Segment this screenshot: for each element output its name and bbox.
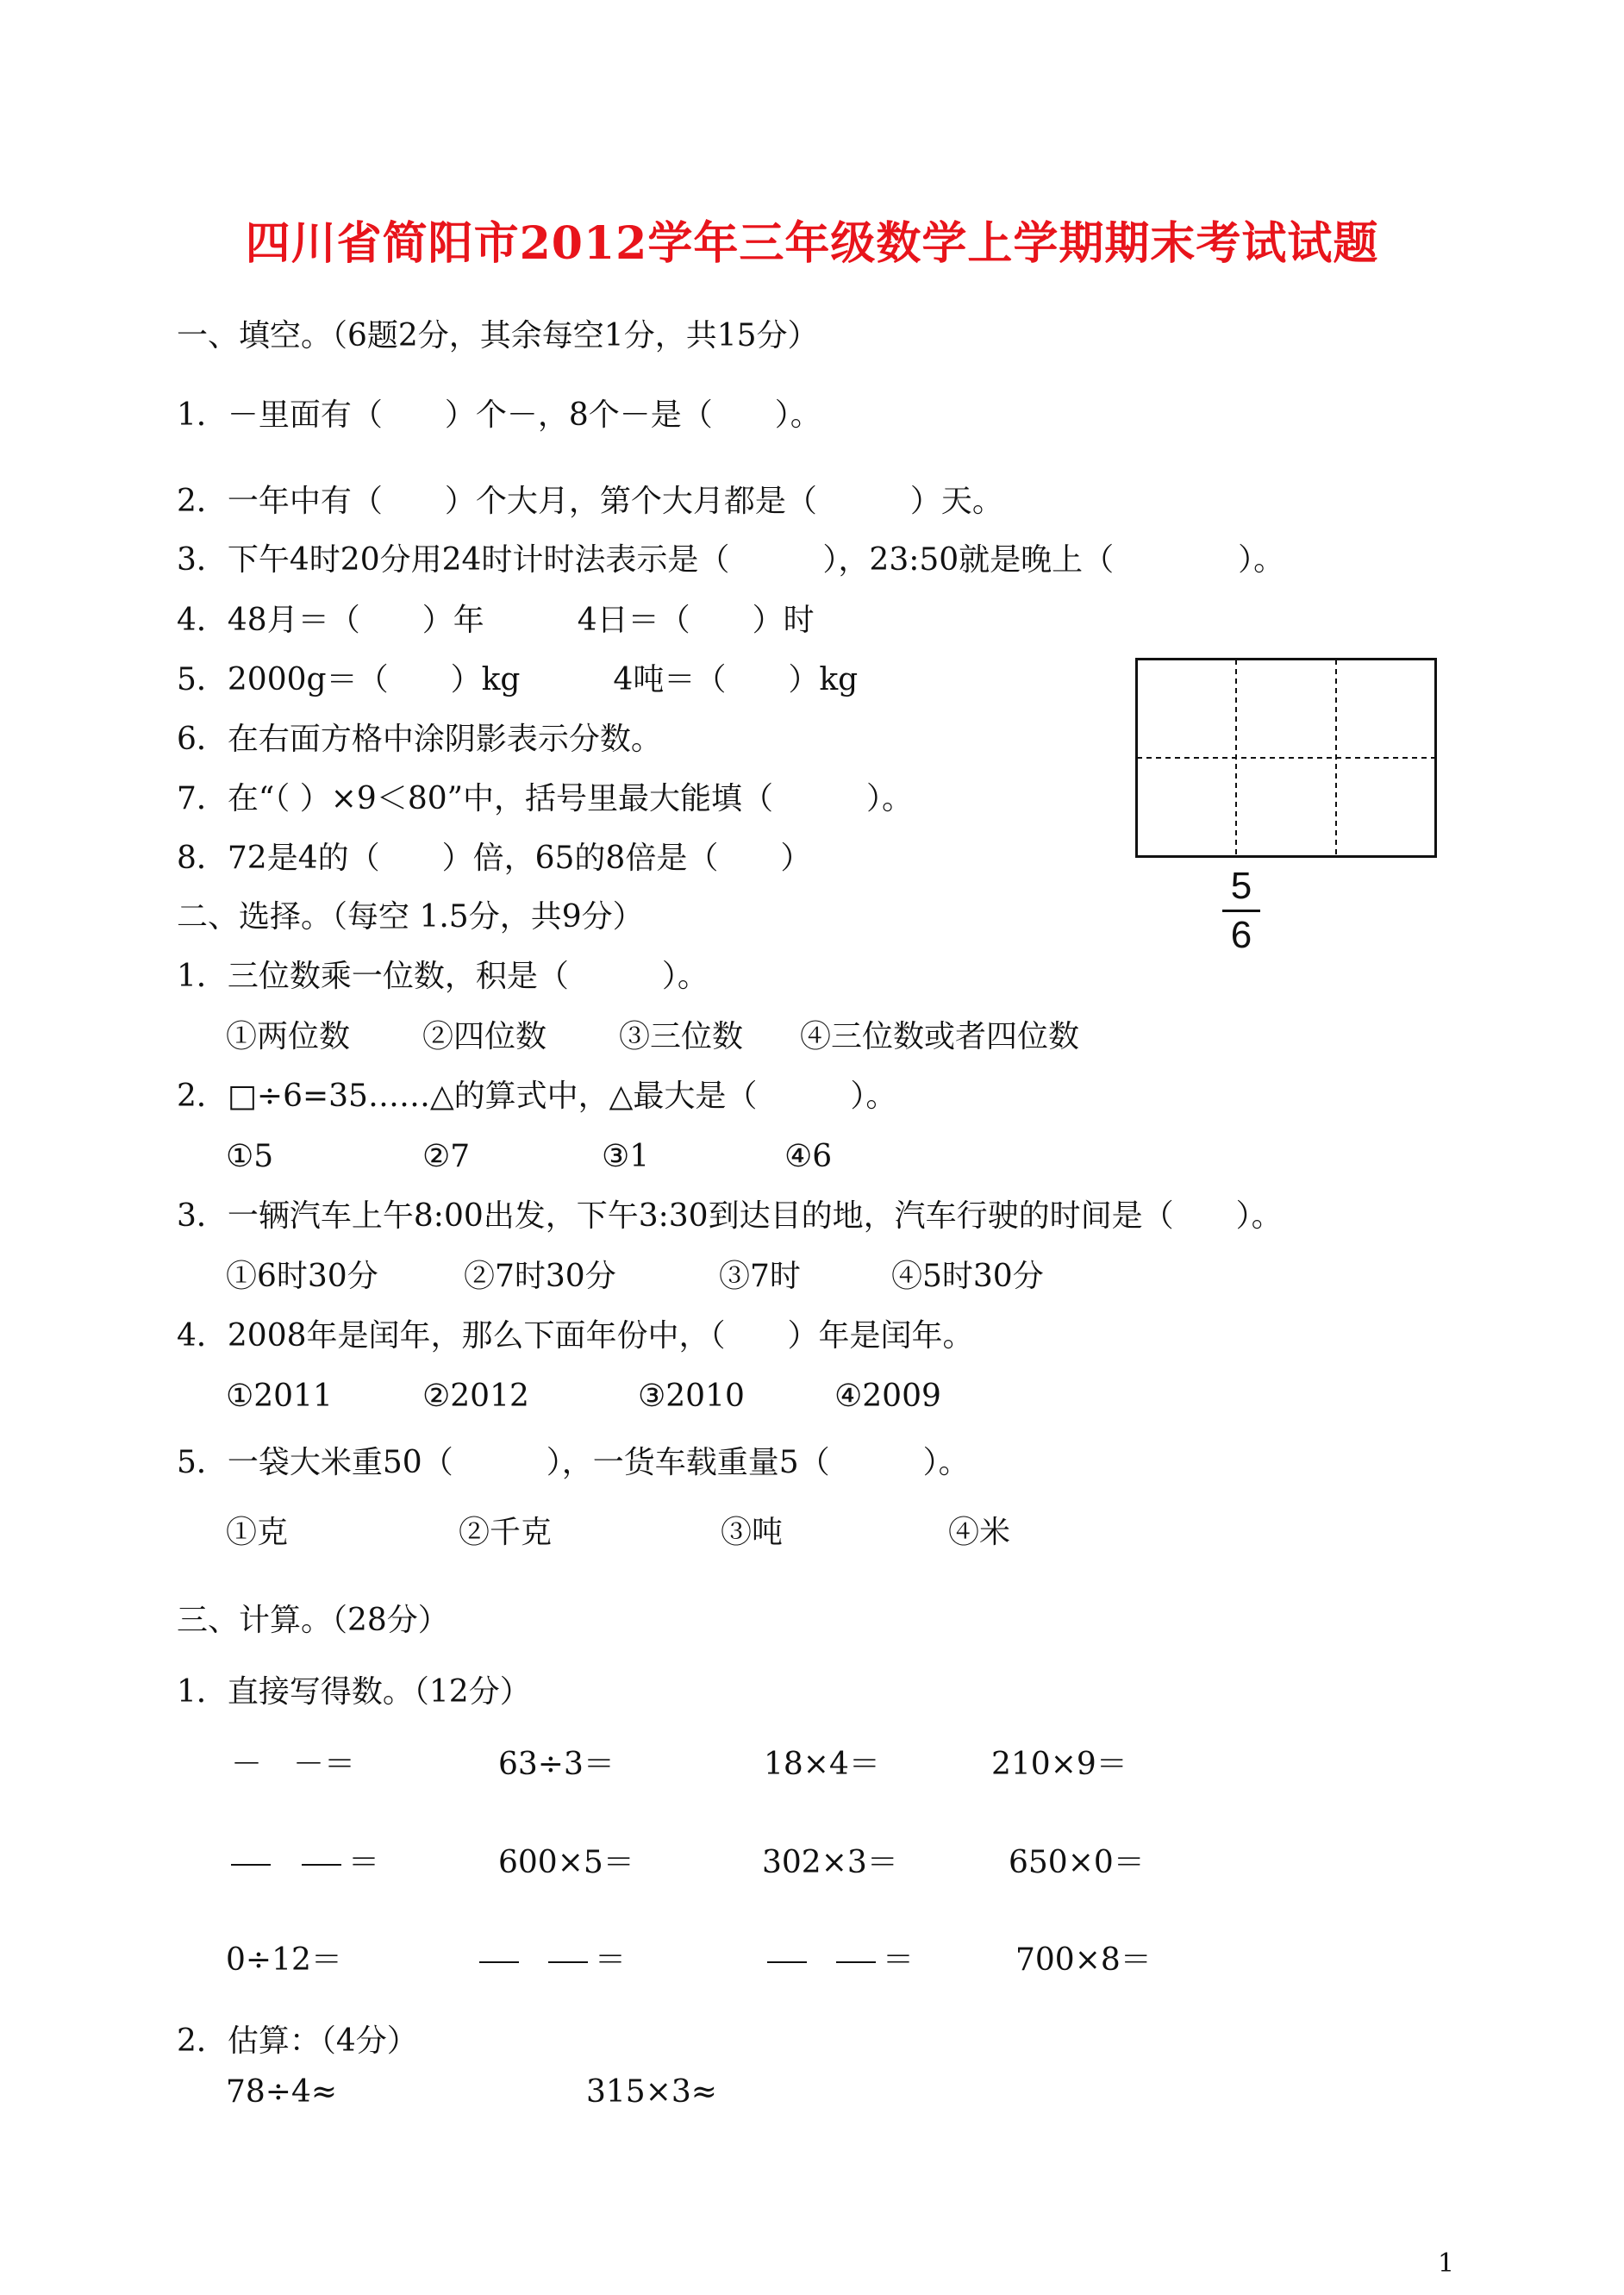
q1-option-4: ④三位数或者四位数 bbox=[800, 1019, 1080, 1054]
q2-option-1: ①5 bbox=[226, 1139, 274, 1174]
equals-sign: ＝ bbox=[348, 1845, 380, 1880]
fraction-bar bbox=[1222, 910, 1260, 912]
fraction-placeholder bbox=[479, 1961, 519, 1963]
q2-option-3: ③1 bbox=[602, 1139, 650, 1174]
fraction-placeholder bbox=[548, 1961, 588, 1963]
section3-heading: 三、计算。（28分） bbox=[177, 1603, 449, 1638]
fraction-placeholder bbox=[302, 1864, 341, 1866]
calc-row1-item3: 18×4＝ bbox=[764, 1747, 880, 1782]
q3-option-3: ③7时 bbox=[719, 1259, 801, 1294]
fill-q1: 1．－里面有（ ）个－，8个－是（ ）。 bbox=[177, 397, 821, 433]
q1-option-3: ③三位数 bbox=[619, 1019, 744, 1054]
fill-q7: 7．在“（ ）×9＜80”中，括号里最大能填（ ）。 bbox=[177, 781, 914, 816]
equals-sign: ＝ bbox=[883, 1942, 915, 1978]
fill-q3: 3．下午4时20分用24时计时法表示是（ ），23:50就是晚上（ ）。 bbox=[177, 542, 1285, 578]
fraction-label bbox=[1222, 865, 1260, 957]
q5-option-4: ④米 bbox=[948, 1515, 1011, 1550]
q4-option-3: ③2010 bbox=[638, 1379, 745, 1414]
calc-row2-item1 bbox=[231, 1844, 379, 1882]
choice-q4: 4．2008年是闰年，那么下面年份中，（ ）年是闰年。 bbox=[177, 1318, 974, 1354]
estimate-item2: 315×3≈ bbox=[586, 2074, 717, 2110]
equals-sign: ＝ bbox=[595, 1942, 627, 1978]
calc-row2-item4: 650×0＝ bbox=[1009, 1845, 1145, 1880]
section1-heading: 一、填空。（6题2分，其余每空1分，共15分） bbox=[177, 318, 819, 353]
q2-option-2: ②7 bbox=[422, 1139, 471, 1174]
choice-q2: 2．□÷6=35……△的算式中，△最大是（ ）。 bbox=[177, 1079, 897, 1114]
fraction-denominator: 6 bbox=[1230, 914, 1252, 956]
calc-row1-item2: 63÷3＝ bbox=[498, 1747, 615, 1782]
choice-q3: 3．一辆汽车上午8:00出发，下午3:30到达目的地，汽车行驶的时间是（ ）。 bbox=[177, 1198, 1283, 1234]
fraction-grid bbox=[1135, 658, 1437, 858]
calc-row3-item1: 0÷12＝ bbox=[226, 1942, 342, 1978]
q4-option-4: ④2009 bbox=[834, 1379, 941, 1414]
fill-q5: 5．2000g＝（ ）kg 4吨＝（ ）kg bbox=[177, 662, 859, 697]
q3-option-1: ①6时30分 bbox=[226, 1259, 378, 1294]
q5-option-2: ②千克 bbox=[459, 1515, 553, 1550]
calc-row3-item4: 700×8＝ bbox=[1015, 1942, 1152, 1978]
estimate-item1: 78÷4≈ bbox=[226, 2074, 338, 2110]
fraction-placeholder bbox=[231, 1864, 271, 1866]
calc-row2-item2: 600×5＝ bbox=[498, 1845, 634, 1880]
choice-q5: 5．一袋大米重50（ ），一货车载重量5（ ）。 bbox=[177, 1445, 970, 1480]
fraction-numerator: 5 bbox=[1230, 865, 1252, 907]
q4-option-2: ②2012 bbox=[422, 1379, 529, 1414]
q5-option-1: ①克 bbox=[226, 1515, 289, 1550]
calc-row3-item3 bbox=[767, 1942, 914, 1979]
fill-q2: 2．一年中有（ ）个大月，第个大月都是（ ）天。 bbox=[177, 484, 1003, 519]
fill-q4: 4．48月＝（ ）年 4日＝（ ）时 bbox=[177, 603, 815, 638]
fill-q8: 8．72是4的（ ）倍，65的8倍是（ ） bbox=[177, 841, 812, 876]
calc-row3-item2 bbox=[479, 1942, 626, 1979]
fraction-placeholder bbox=[767, 1961, 807, 1963]
page-number: 1 bbox=[1438, 2248, 1455, 2279]
q1-option-2: ②四位数 bbox=[422, 1019, 547, 1054]
calc-row1-item4: 210×9＝ bbox=[991, 1747, 1127, 1782]
section2-heading: 二、选择。（每空 1.5分，共9分） bbox=[177, 899, 644, 935]
calc-sub1: 1．直接写得数。（12分） bbox=[177, 1674, 531, 1710]
fraction-placeholder bbox=[836, 1961, 876, 1963]
q3-option-4: ④5时30分 bbox=[891, 1259, 1044, 1294]
q1-option-1: ①两位数 bbox=[226, 1019, 351, 1054]
calc-sub2: 2．估算：（4分） bbox=[177, 2023, 418, 2059]
q3-option-2: ②7时30分 bbox=[464, 1259, 616, 1294]
calc-row2-item3: 302×3＝ bbox=[762, 1845, 898, 1880]
calc-row1-item1: － －＝ bbox=[231, 1747, 356, 1782]
q5-option-3: ③吨 bbox=[721, 1515, 784, 1550]
fill-q6: 6．在右面方格中涂阴影表示分数。 bbox=[177, 722, 662, 757]
q4-option-1: ①2011 bbox=[226, 1379, 333, 1414]
choice-q1: 1．三位数乘一位数，积是（ ）。 bbox=[177, 959, 709, 994]
q2-option-4: ④6 bbox=[784, 1139, 833, 1174]
page-title: 四川省简阳市2012学年三年级数学上学期期末考试试题 bbox=[245, 217, 1379, 270]
